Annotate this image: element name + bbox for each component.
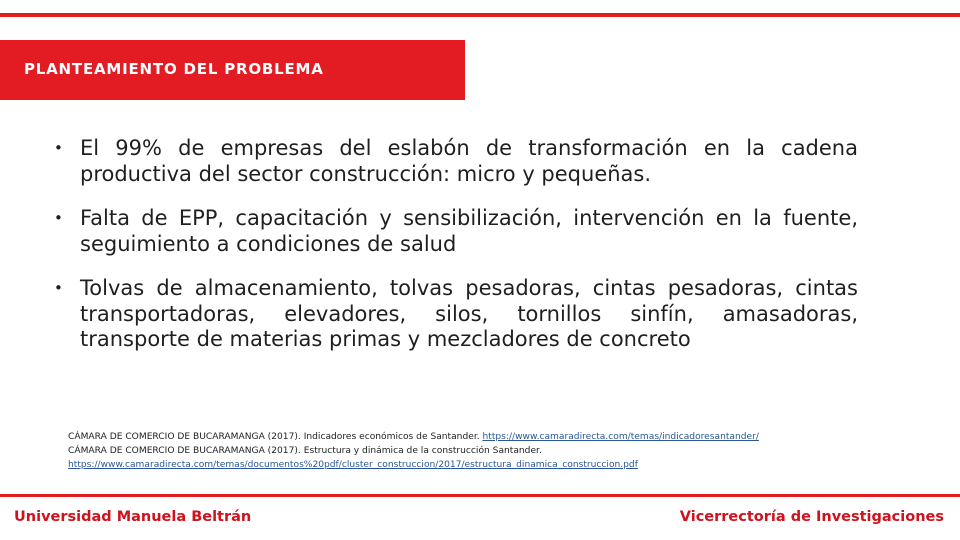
top-divider <box>0 13 960 17</box>
bullet-text: Tolvas de almacenamiento, tolvas pesadoras, cintas pesadoras, cintas transportadoras, elevadores, silos, tornillos sinfín, amasadoras, transporte de materias primas y mezcladores de concreto <box>80 276 858 351</box>
reference-2-text: CÁMARA DE COMERCIO DE BUCARAMANGA (2017). Estructura y dinámica de la construcción Santander. <box>68 446 542 456</box>
reference-2-link[interactable]: https://www.camaradirecta.com/temas/documentos%20pdf/cluster_construccion/2017/estructura_dinamica_construccion.pdf <box>68 460 638 470</box>
bullet-text: El 99% de empresas del eslabón de transformación en la cadena productiva del sector construcción: micro y pequeñas. <box>80 136 858 186</box>
reference-1 <box>68 430 868 444</box>
bullet-list <box>52 136 858 353</box>
reference-2-link-line <box>68 458 868 472</box>
reference-1-link[interactable]: https://www.camaradirecta.com/temas/indicadoresantander/ <box>482 432 759 442</box>
reference-1-text: CÁMARA DE COMERCIO DE BUCARAMANGA (2017). Indicadores económicos de Santander. <box>68 432 483 442</box>
bullet-item <box>52 276 858 353</box>
references <box>68 430 868 472</box>
bullet-icon: • <box>54 139 63 157</box>
reference-2 <box>68 444 868 458</box>
bottom-divider <box>0 494 960 497</box>
bullet-text: Falta de EPP, capacitación y sensibilización, intervención en la fuente, seguimiento a condiciones de salud <box>80 206 858 256</box>
bullet-item <box>52 206 858 257</box>
bullet-icon: • <box>54 209 63 227</box>
bullet-item <box>52 136 858 187</box>
footer-university: Universidad Manuela Beltrán <box>14 509 252 525</box>
bullet-icon: • <box>54 279 63 297</box>
page-title: PLANTEAMIENTO DEL PROBLEMA <box>24 60 324 78</box>
footer-department: Vicerrectoría de Investigaciones <box>679 509 944 525</box>
